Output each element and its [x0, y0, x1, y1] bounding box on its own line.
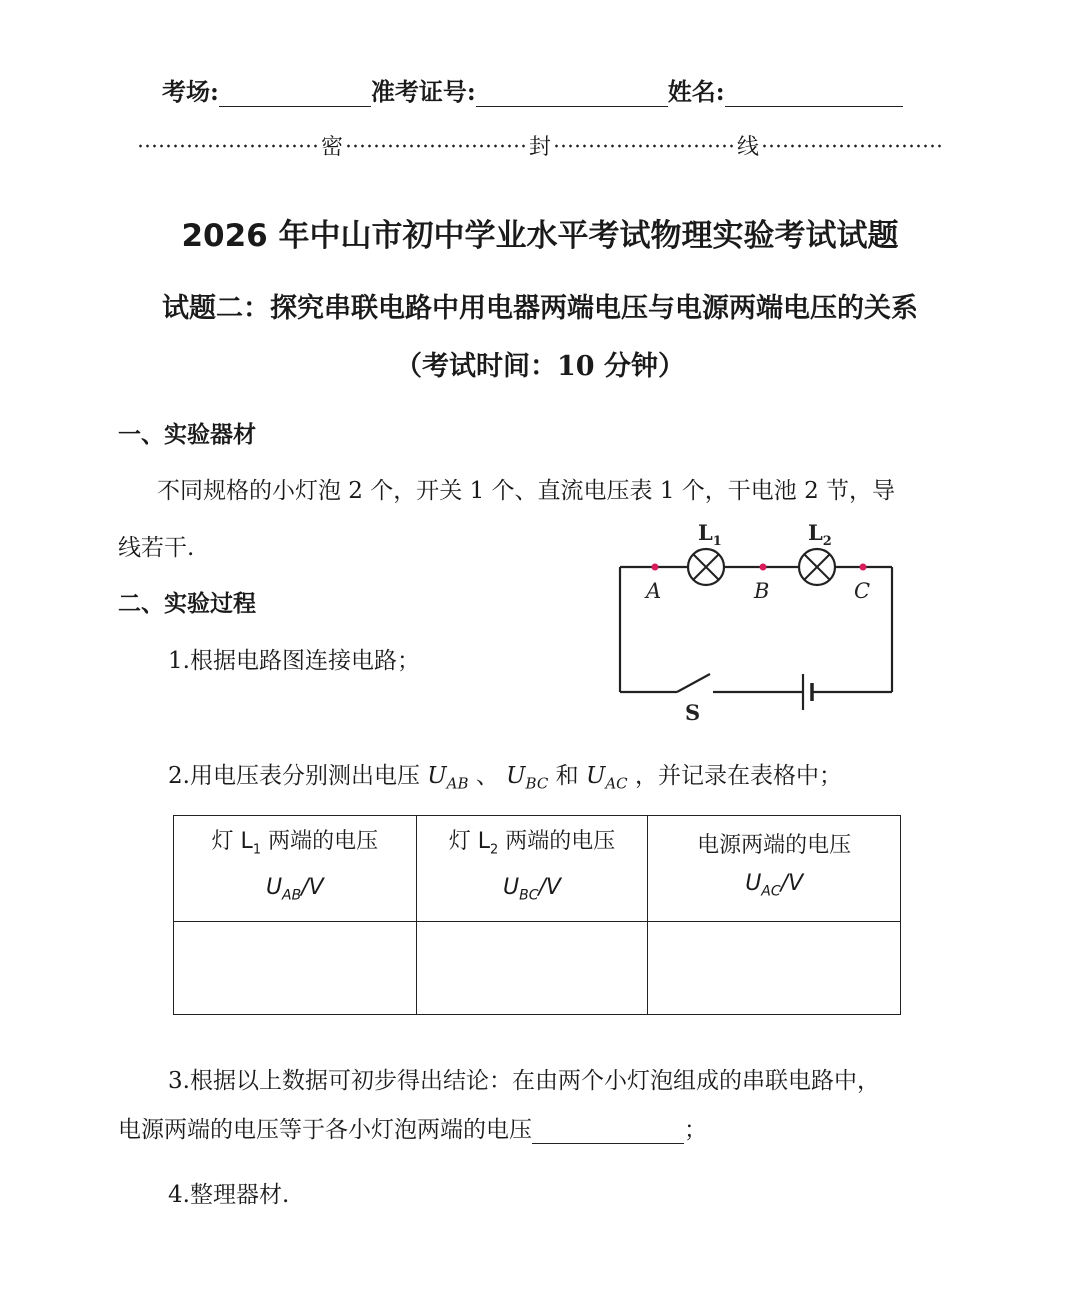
- circuit-diagram: [600, 510, 910, 730]
- point-c-dot: [860, 564, 867, 571]
- switch-label: S: [685, 700, 701, 725]
- point-a-dot: [652, 564, 659, 571]
- lamp-l1: [688, 549, 724, 585]
- dotted-line: [137, 144, 319, 148]
- lamp-l2-label: $L_2$: [808, 520, 832, 549]
- table-row: [174, 922, 901, 1015]
- step-3-line1: 3.根据以上数据可初步得出结论：在由两个小灯泡组成的串联电路中，: [168, 1068, 880, 1094]
- exam-room-label: 考场:: [162, 77, 219, 106]
- dotted-line: [553, 144, 735, 148]
- point-a-label: A: [646, 579, 662, 603]
- conclusion-answer-blank[interactable]: [532, 1121, 684, 1144]
- name-label: 姓名:: [667, 77, 725, 106]
- table-header-row: [174, 816, 901, 922]
- cell-ubc-value[interactable]: [416, 922, 648, 1015]
- step-2: 2.用电压表分别测出电压 $U_{AB}$ 、 $U_{BC}$ 和 $U_{AC}$ ，并记录在表格中；: [168, 763, 842, 793]
- header-source-voltage: 电源两端的电压 $U_{AC}/V$: [648, 816, 901, 922]
- point-b-label: B: [754, 579, 770, 603]
- point-b-dot: [760, 564, 767, 571]
- admission-no-label: 准考证号:: [370, 77, 476, 106]
- switch-blade: [677, 674, 710, 692]
- lamp-l1-label: $L_1$: [698, 520, 722, 549]
- page-title: 2026 年中山市初中学业水平考试物理实验考试试题: [181, 218, 899, 254]
- seal-char-mi: 密: [320, 135, 343, 160]
- dotted-line: [761, 144, 943, 148]
- question-title: 试题二：探究串联电路中用电器两端电压与电源两端电压的关系: [162, 293, 918, 324]
- voltage-table: [173, 815, 901, 1015]
- cell-uab-value[interactable]: [174, 922, 417, 1015]
- exam-room-field[interactable]: [219, 80, 371, 107]
- header-lamp-l2-voltage: 灯 $L_2$ 两端的电压 $U_{BC}/V$: [416, 816, 648, 922]
- candidate-info-row: [162, 72, 903, 107]
- section-procedure-heading: 二、实验过程: [118, 590, 256, 617]
- equipment-text-line1: 不同规格的小灯泡 2 个，开关 1 个、直流电压表 1 个，干电池 2 节，导: [157, 478, 896, 504]
- lamp-l2: [799, 549, 835, 585]
- seal-line: [135, 130, 945, 161]
- name-field[interactable]: [725, 80, 903, 107]
- step-1: 1.根据电路图连接电路；: [168, 648, 420, 674]
- section-equipment-heading: 一、实验器材: [118, 421, 256, 448]
- time-limit: （考试时间：10 分钟）: [395, 351, 685, 382]
- equipment-text-line2: 线若干.: [118, 535, 195, 561]
- step-4: 4.整理器材.: [168, 1182, 290, 1208]
- step-3-line2: 电源两端的电压等于各小灯泡两端的电压 ；: [118, 1117, 707, 1143]
- seal-char-xian: 线: [736, 135, 759, 160]
- admission-no-field[interactable]: [476, 80, 668, 107]
- seal-char-feng: 封: [528, 135, 551, 160]
- header-lamp-l1-voltage: 灯 $L_1$ 两端的电压 $U_{AB}/V$: [174, 816, 417, 922]
- dotted-line: [345, 144, 527, 148]
- point-c-label: C: [854, 579, 871, 603]
- cell-uac-value[interactable]: [648, 922, 901, 1015]
